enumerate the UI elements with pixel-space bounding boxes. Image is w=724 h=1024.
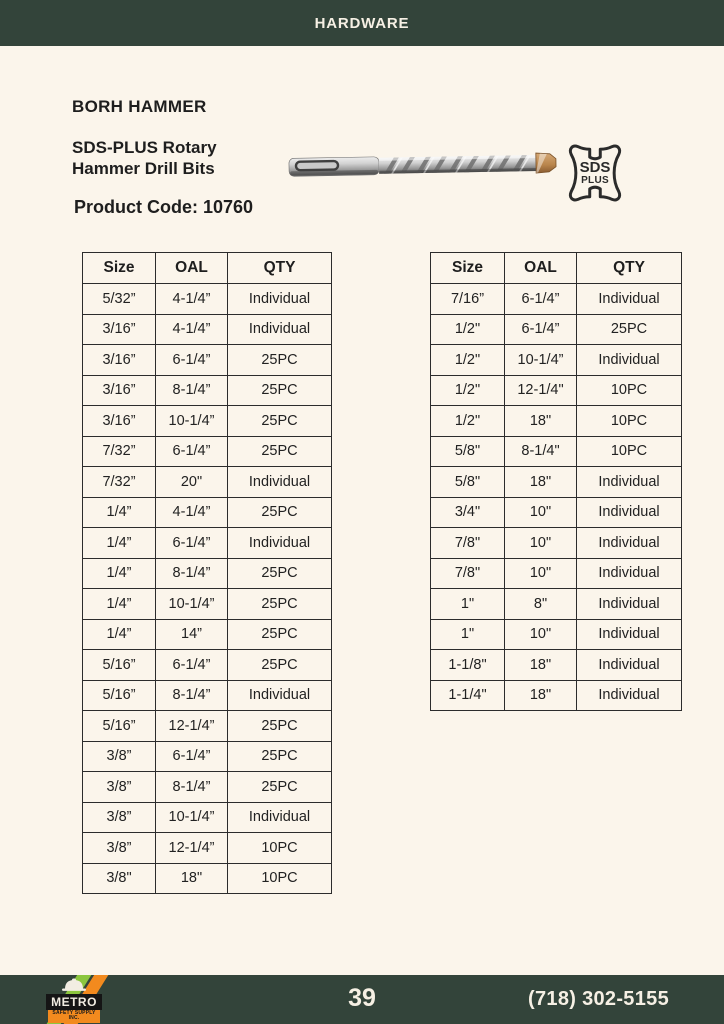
table-row — [431, 680, 682, 711]
table-row — [83, 497, 332, 528]
cell-size: 3/4" — [431, 497, 505, 528]
sds-badge-text — [562, 137, 628, 209]
cell-size: 3/8” — [83, 802, 156, 833]
cell-size: 7/8" — [431, 558, 505, 589]
cell-size: 7/16” — [431, 284, 505, 315]
cell-oal: 10-1/4” — [156, 406, 228, 437]
table-row — [83, 589, 332, 620]
table-row — [431, 619, 682, 650]
cell-size: 1/2" — [431, 314, 505, 345]
cell-oal: 10" — [505, 619, 577, 650]
cell-oal: 8-1/4" — [505, 436, 577, 467]
cell-size: 5/8" — [431, 436, 505, 467]
sizes-table-right — [430, 252, 682, 711]
cell-oal: 8-1/4” — [156, 558, 228, 589]
cell-oal: 18" — [505, 406, 577, 437]
table-row — [83, 772, 332, 803]
cell-size: 1/2" — [431, 375, 505, 406]
table-row — [431, 314, 682, 345]
cell-oal: 10-1/4” — [156, 802, 228, 833]
cell-qty: Individual — [577, 650, 682, 681]
table-row — [83, 345, 332, 376]
product-title-line1: SDS-PLUS Rotary — [72, 138, 217, 157]
cell-qty: Individual — [577, 467, 682, 498]
cell-size: 5/8" — [431, 467, 505, 498]
cell-oal: 8-1/4” — [156, 772, 228, 803]
table-header-row — [83, 253, 332, 284]
table-row — [431, 528, 682, 559]
col-header-size: Size — [83, 253, 156, 284]
cell-oal: 12-1/4” — [156, 833, 228, 864]
cell-oal: 10" — [505, 528, 577, 559]
logo-name: METRO — [46, 994, 102, 1010]
table-row — [83, 802, 332, 833]
cell-oal: 18" — [505, 467, 577, 498]
cell-oal: 4-1/4” — [156, 284, 228, 315]
table-row — [83, 741, 332, 772]
cell-qty: 25PC — [228, 436, 332, 467]
cell-size: 1" — [431, 589, 505, 620]
cell-qty: 10PC — [228, 833, 332, 864]
table-row — [83, 406, 332, 437]
table-row — [83, 314, 332, 345]
brand-title: BORH HAMMER — [72, 97, 207, 116]
header-bar — [0, 0, 724, 46]
cell-oal: 6-1/4” — [156, 650, 228, 681]
cell-size: 5/32” — [83, 284, 156, 315]
cell-size: 3/8” — [83, 833, 156, 864]
table-row — [83, 833, 332, 864]
cell-size: 7/32” — [83, 436, 156, 467]
table-row — [83, 619, 332, 650]
cell-qty: Individual — [577, 528, 682, 559]
table-row — [431, 467, 682, 498]
sds-badge-line1: SDS — [579, 159, 611, 176]
table-row — [83, 680, 332, 711]
drill-bit-graphic — [288, 142, 560, 188]
table-row — [83, 558, 332, 589]
cell-oal: 8-1/4” — [156, 375, 228, 406]
cell-size: 3/8” — [83, 772, 156, 803]
cell-oal: 4-1/4” — [156, 314, 228, 345]
cell-oal: 6-1/4” — [505, 314, 577, 345]
cell-qty: 25PC — [228, 711, 332, 742]
cell-qty: 10PC — [577, 375, 682, 406]
cell-size: 3/16” — [83, 406, 156, 437]
cell-qty: 10PC — [577, 406, 682, 437]
cell-qty: Individual — [228, 467, 332, 498]
table-row — [431, 406, 682, 437]
cell-size: 5/16” — [83, 711, 156, 742]
table-row — [431, 345, 682, 376]
col-header-size: Size — [431, 253, 505, 284]
cell-qty: 25PC — [228, 589, 332, 620]
product-code: Product Code: 10760 — [74, 197, 254, 217]
cell-oal: 10-1/4” — [505, 345, 577, 376]
table-row — [431, 650, 682, 681]
cell-qty: Individual — [228, 680, 332, 711]
table-row — [83, 467, 332, 498]
cell-oal: 6-1/4” — [156, 436, 228, 467]
cell-size: 5/16” — [83, 650, 156, 681]
cell-size: 1-1/8" — [431, 650, 505, 681]
cell-qty: Individual — [577, 619, 682, 650]
cell-qty: Individual — [228, 284, 332, 315]
product-title-line2: Hammer Drill Bits — [72, 159, 215, 178]
cell-qty: 25PC — [228, 650, 332, 681]
cell-qty: Individual — [577, 558, 682, 589]
col-header-oal: OAL — [505, 253, 577, 284]
cell-qty: 25PC — [228, 406, 332, 437]
cell-oal: 18" — [505, 650, 577, 681]
cell-size: 1" — [431, 619, 505, 650]
cell-size: 7/32” — [83, 467, 156, 498]
cell-oal: 18" — [156, 863, 228, 894]
cell-size: 3/8" — [83, 863, 156, 894]
col-header-qty: QTY — [228, 253, 332, 284]
cell-qty: Individual — [577, 284, 682, 315]
cell-qty: Individual — [228, 802, 332, 833]
cell-size: 3/16” — [83, 375, 156, 406]
cell-oal: 10" — [505, 558, 577, 589]
table-row — [431, 558, 682, 589]
cell-size: 1/4” — [83, 558, 156, 589]
cell-size: 1-1/4" — [431, 680, 505, 711]
table-row — [83, 375, 332, 406]
cell-oal: 6-1/4” — [156, 741, 228, 772]
cell-size: 1/2" — [431, 345, 505, 376]
sds-badge-line2: PLUS — [581, 175, 609, 186]
cell-oal: 14” — [156, 619, 228, 650]
cell-size: 7/8" — [431, 528, 505, 559]
cell-qty: 25PC — [577, 314, 682, 345]
cell-size: 1/4” — [83, 589, 156, 620]
cell-oal: 6-1/4” — [505, 284, 577, 315]
table-row — [83, 528, 332, 559]
cell-qty: 10PC — [577, 436, 682, 467]
sds-plus-badge — [562, 137, 628, 209]
logo-tagline: SAFETY SUPPLY INC. — [48, 1010, 100, 1023]
cell-qty: 10PC — [228, 863, 332, 894]
table-row — [431, 497, 682, 528]
cell-qty: 25PC — [228, 345, 332, 376]
table-row — [431, 284, 682, 315]
cell-oal: 10" — [505, 497, 577, 528]
table-row — [83, 284, 332, 315]
cell-size: 3/16” — [83, 345, 156, 376]
drill-bit-image — [288, 142, 560, 193]
col-header-oal: OAL — [156, 253, 228, 284]
table-header-row — [431, 253, 682, 284]
phone-number: (718) 302-5155 — [528, 988, 669, 1010]
cell-qty: 25PC — [228, 375, 332, 406]
page-number: 39 — [348, 984, 376, 1012]
cell-qty: Individual — [228, 528, 332, 559]
cell-qty: 25PC — [228, 741, 332, 772]
table-row — [83, 650, 332, 681]
cell-size: 5/16” — [83, 680, 156, 711]
footer-bar — [0, 975, 724, 1024]
cell-qty: 25PC — [228, 772, 332, 803]
cell-oal: 8-1/4” — [156, 680, 228, 711]
cell-size: 3/16” — [83, 314, 156, 345]
table-row — [83, 711, 332, 742]
cell-oal: 6-1/4” — [156, 528, 228, 559]
product-title — [72, 137, 217, 179]
cell-size: 3/8” — [83, 741, 156, 772]
cell-oal: 18" — [505, 680, 577, 711]
cell-size: 1/4” — [83, 528, 156, 559]
cell-qty: Individual — [577, 497, 682, 528]
cell-qty: Individual — [577, 680, 682, 711]
table-row — [431, 375, 682, 406]
cell-size: 1/4” — [83, 497, 156, 528]
cell-oal: 8" — [505, 589, 577, 620]
cell-oal: 20" — [156, 467, 228, 498]
table-row — [431, 436, 682, 467]
page-title: HARDWARE — [314, 14, 410, 32]
cell-qty: Individual — [577, 589, 682, 620]
cell-qty: Individual — [577, 345, 682, 376]
cell-qty: 25PC — [228, 619, 332, 650]
table-row — [431, 589, 682, 620]
table-row — [83, 863, 332, 894]
cell-oal: 10-1/4” — [156, 589, 228, 620]
cell-qty: Individual — [228, 314, 332, 345]
cell-size: 1/4” — [83, 619, 156, 650]
cell-oal: 6-1/4” — [156, 345, 228, 376]
cell-oal: 12-1/4" — [505, 375, 577, 406]
table-row — [83, 436, 332, 467]
cell-oal: 12-1/4” — [156, 711, 228, 742]
sizes-table-left — [82, 252, 332, 894]
cell-qty: 25PC — [228, 558, 332, 589]
cell-oal: 4-1/4” — [156, 497, 228, 528]
cell-size: 1/2" — [431, 406, 505, 437]
cell-qty: 25PC — [228, 497, 332, 528]
col-header-qty: QTY — [577, 253, 682, 284]
